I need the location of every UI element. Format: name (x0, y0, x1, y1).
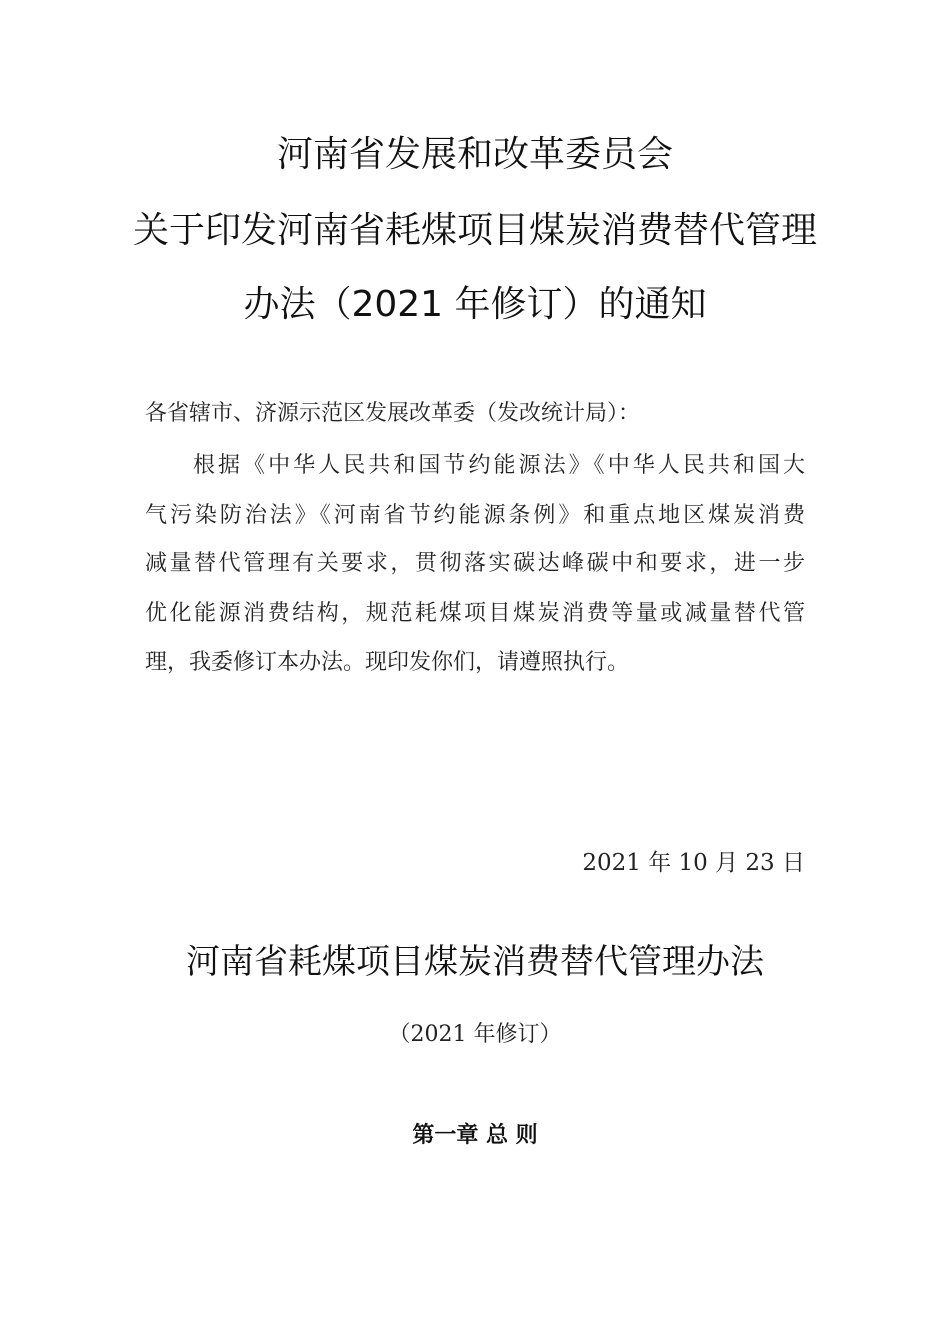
salutation: 各省辖市、济源示范区发展改革委（发改统计局）： (145, 401, 641, 426)
chapter-heading: 第一章 总 则 (412, 1123, 538, 1148)
body-line-2: 气污染防治法》《河南省节约能源条例》和重点地区煤炭消费 (145, 503, 805, 528)
body-line-5: 理，我委修订本办法。现印发你们，请遵照执行。 (145, 650, 630, 675)
notice-title-line-3: 办法（2021 年修订）的通知 (243, 284, 707, 325)
body-line-3: 减量替代管理有关要求，贯彻落实碳达峰碳中和要求，进一步 (145, 551, 805, 576)
notice-title-line-2: 关于印发河南省耗煤项目煤炭消费替代管理 (132, 210, 817, 251)
body-line-1: 根据《中华人民共和国节约能源法》《中华人民共和国大 (193, 453, 805, 478)
body-line-4: 优化能源消费结构，规范耗煤项目煤炭消费等量或减量替代管 (145, 601, 805, 626)
measures-title: 河南省耗煤项目煤炭消费替代管理办法 (186, 942, 764, 982)
issue-date: 2021 年 10 月 23 日 (582, 850, 805, 876)
notice-title-line-1: 河南省发展和改革委员会 (276, 134, 673, 175)
revision-note: （2021 年修订） (388, 1022, 562, 1047)
